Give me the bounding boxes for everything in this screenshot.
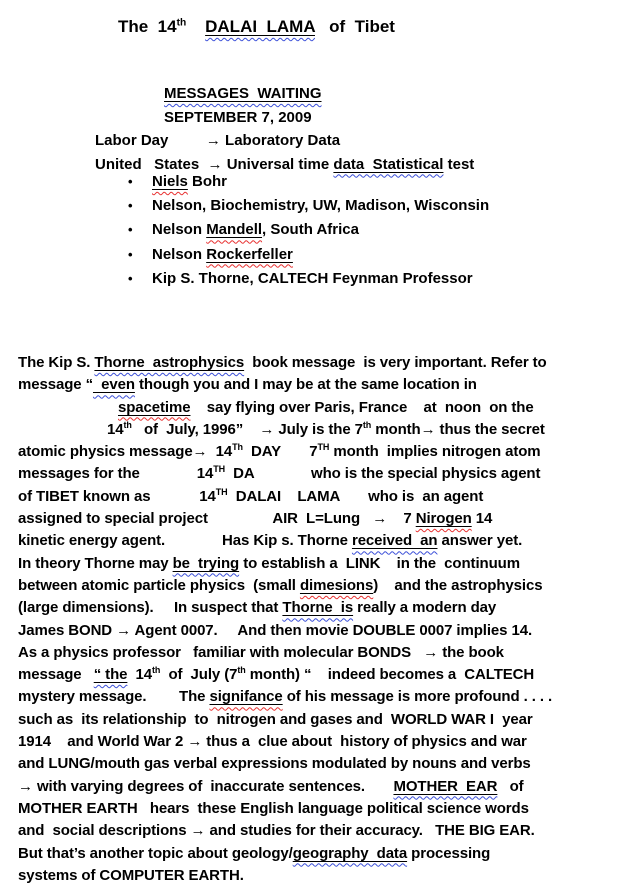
text-run: MOTHER EARTH hears these English language political science words: [18, 799, 529, 817]
text-run: month) “ indeed becomes a CALTECH: [245, 666, 535, 684]
superscript-text: TH: [317, 442, 330, 453]
text-run: The Kip S.: [18, 354, 95, 371]
text-line: [18, 397, 642, 419]
document-title: [118, 15, 395, 39]
text-line: [18, 597, 642, 619]
grammar-squiggle-text: [94, 354, 244, 371]
bullet-icon: •: [128, 222, 133, 238]
bullet-list-item: [128, 218, 489, 242]
text-run: mystery message. The: [18, 688, 210, 706]
underlined-text: even: [92, 376, 135, 394]
underlined-text: be trying: [172, 554, 240, 572]
underlined-text: spacetime: [118, 398, 191, 416]
underlined-text: Thorne is: [282, 599, 354, 617]
underlined-text: geography data: [292, 844, 408, 862]
text-run: of July (7: [160, 666, 238, 684]
text-run: DA who is the special physics agent: [225, 465, 541, 483]
text-run: , South Africa: [262, 221, 359, 239]
text-run: Nelson, Biochemistry, UW, Madison, Wisconsin: [152, 197, 490, 215]
bullet-icon: •: [128, 246, 133, 262]
text-run: → with varying degrees of inaccurate sentences.: [18, 777, 394, 795]
text-run: But that’s another topic about geology/: [18, 844, 293, 862]
text-line: [0, 106, 474, 130]
text-run: to establish a LINK in the continuum: [239, 554, 520, 572]
text-line: [18, 486, 642, 508]
text-run: Bohr: [187, 173, 228, 190]
text-line: [0, 82, 474, 106]
superscript-text: TH: [213, 464, 226, 475]
superscript-text: Th: [232, 442, 243, 453]
text-run: book message is very important. Refer to: [244, 354, 547, 371]
text-line: [18, 352, 642, 374]
text-run: of Tibet: [314, 17, 395, 36]
grammar-squiggle-text: [282, 599, 353, 616]
text-line: [18, 575, 642, 597]
text-line: [18, 508, 642, 530]
text-run: DAY 7: [242, 443, 318, 461]
text-run: say flying over Paris, France at noon on the: [190, 398, 534, 416]
text-run: 14: [107, 420, 124, 438]
text-line: [0, 129, 474, 153]
underlined-text: MOTHER EAR: [393, 777, 498, 795]
spelling-squiggle-text: [152, 173, 188, 190]
text-line: [18, 709, 642, 731]
spelling-squiggle-text: [206, 221, 262, 238]
text-run: and social descriptions → and studies for their accuracy. THE BIG EAR.: [18, 822, 535, 840]
bullet-icon: •: [128, 270, 133, 286]
text-run: of his message is more profound . . . .: [282, 688, 553, 706]
text-run: processing: [407, 844, 491, 862]
underlined-text: Rockerfeller: [206, 245, 293, 263]
spelling-squiggle-text: [209, 688, 282, 705]
bullet-list-item: [128, 267, 489, 291]
bullet-text: [152, 170, 227, 194]
spelling-squiggle-text: [416, 510, 472, 527]
heading-block: [0, 82, 474, 176]
text-run: DALAI LAMA who is an agent: [227, 487, 484, 505]
text-run: 14: [471, 510, 493, 528]
spelling-squiggle-text: [118, 399, 190, 416]
text-run: answer yet.: [437, 532, 523, 550]
superscript-text: th: [123, 419, 132, 430]
bullet-text: [152, 243, 293, 267]
text-run: (large dimensions). In suspect that: [18, 599, 283, 617]
body-paragraph: [18, 352, 642, 887]
text-run: kinetic energy agent. Has Kip s. Thorne: [18, 532, 352, 550]
underlined-text: MESSAGES WAITING: [164, 85, 322, 102]
text-run: Labor Day → Laboratory Data: [95, 132, 341, 149]
text-run: In theory Thorne may: [18, 554, 173, 572]
text-run: really a modern day: [353, 599, 497, 617]
grammar-squiggle-text: [164, 85, 322, 102]
grammar-squiggle-text: [352, 532, 438, 549]
grammar-squiggle-text: [93, 376, 135, 393]
text-line: [18, 776, 642, 798]
text-run: of: [497, 777, 524, 795]
bullet-text: [152, 194, 489, 218]
text-run: 1914 and World War 2 → thus a clue about history of physics and war: [18, 733, 527, 751]
superscript-text: th: [237, 665, 246, 676]
text-run: such as its relationship to nitrogen and gases and WORLD WAR I year: [18, 710, 533, 728]
text-run: month→ thus the secret: [371, 420, 545, 438]
text-run: systems of COMPUTER EARTH.: [18, 866, 244, 884]
underlined-text: “ the: [93, 666, 128, 684]
text-run: SEPTEMBER 7, 2009: [164, 108, 312, 126]
underlined-text: Mandell: [206, 221, 263, 239]
underlined-text: dimesions: [299, 576, 374, 594]
bullet-list: [128, 170, 489, 291]
text-run: The 14: [118, 17, 177, 36]
underlined-text: Niels: [152, 173, 188, 190]
bullet-icon: •: [128, 198, 133, 214]
text-run: assigned to special project AIR L=Lung → 7: [18, 510, 416, 528]
text-line: [18, 441, 642, 463]
text-line: [18, 798, 642, 820]
superscript-text: th: [176, 17, 187, 29]
grammar-squiggle-text: [173, 555, 240, 572]
grammar-squiggle-text: [293, 845, 407, 862]
underlined-text: Nirogen: [415, 510, 472, 528]
text-run: United States → Universal time: [95, 155, 334, 173]
text-run: Nelson: [152, 221, 207, 239]
text-run: Nelson: [152, 245, 207, 263]
text-run: As a physics professor familiar with molecular BONDS → the book: [18, 643, 504, 661]
underlined-text: signifance: [209, 688, 283, 706]
underlined-text: data Statistical: [333, 155, 444, 173]
text-run: [186, 17, 205, 36]
text-run: and LUNG/mouth gas verbal expressions modulated by nouns and verbs: [18, 755, 531, 773]
underlined-text: DALAI LAMA: [205, 17, 315, 36]
text-line: [18, 664, 642, 686]
grammar-squiggle-text: [94, 666, 128, 683]
text-line: [18, 419, 642, 441]
text-run: of July, 1996” → July is the 7: [131, 420, 363, 438]
text-run: atomic physics message→ 14: [18, 443, 233, 461]
underlined-text: Thorne astrophysics: [94, 354, 245, 371]
grammar-squiggle-text: [205, 17, 315, 36]
text-line: [18, 374, 642, 396]
text-run: Kip S. Thorne, CALTECH Feynman Professor: [152, 269, 473, 287]
text-line: [18, 820, 642, 842]
text-run: James BOND → Agent 0007. And then movie DOUBLE 0007 implies 14.: [18, 621, 533, 639]
text-line: [18, 731, 642, 753]
text-line: [18, 642, 642, 664]
bullet-list-item: [128, 194, 489, 218]
grammar-squiggle-text: [393, 778, 497, 795]
text-line: [18, 865, 642, 887]
spelling-squiggle-text: [300, 577, 373, 594]
text-line: [18, 530, 642, 552]
text-run: 14: [127, 666, 153, 684]
text-run: month implies nitrogen atom: [329, 443, 541, 461]
text-run: test: [443, 155, 475, 173]
text-run: though you and I may be at the same location in: [134, 376, 477, 394]
underlined-text: received an: [351, 532, 438, 550]
bullet-icon: •: [128, 174, 133, 189]
spelling-squiggle-text: [206, 246, 293, 263]
text-line: [18, 553, 642, 575]
bullet-list-item: [128, 170, 489, 194]
superscript-text: TH: [215, 486, 228, 497]
text-run: message “: [18, 376, 93, 394]
superscript-text: th: [362, 419, 372, 430]
text-line: [18, 463, 642, 485]
text-run: messages for the 14: [18, 465, 214, 483]
text-run: of TIBET known as 14: [18, 487, 216, 505]
text-line: [18, 686, 642, 708]
text-run: message: [18, 666, 94, 684]
text-line: [18, 753, 642, 775]
text-run: between atomic particle physics (small: [18, 576, 300, 594]
text-line: [18, 843, 642, 865]
bullet-text: [152, 267, 473, 291]
bullet-text: [152, 218, 359, 242]
superscript-text: th: [152, 665, 161, 676]
bullet-list-item: [128, 243, 489, 267]
text-run: ) and the astrophysics: [373, 576, 543, 594]
text-line: [18, 620, 642, 642]
